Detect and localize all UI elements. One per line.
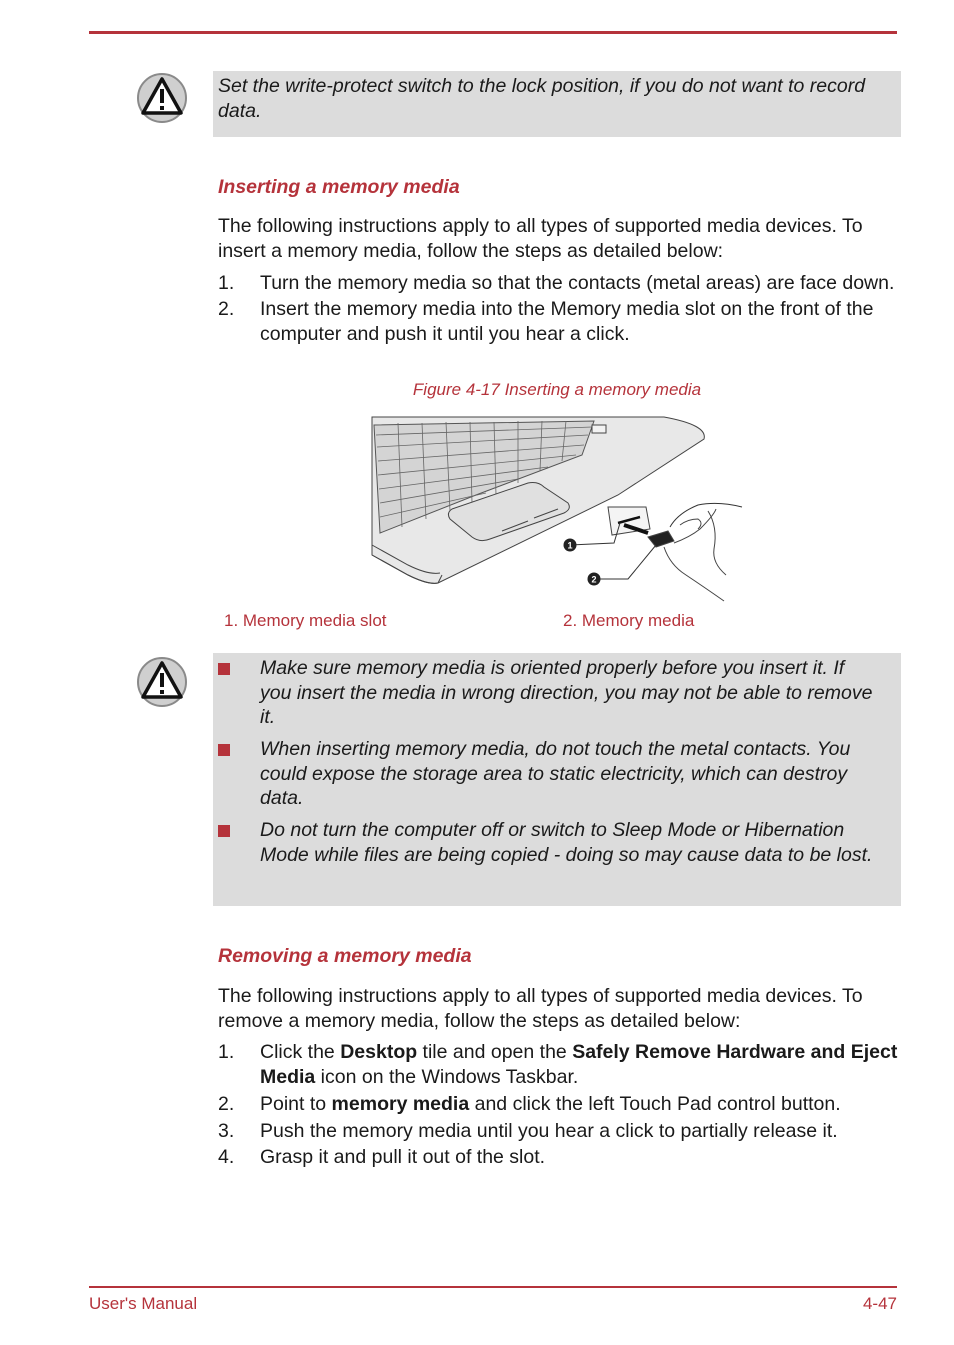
removing-intro: The following instructions apply to all types of supported media devices. To remove a memory media, follow the steps as detailed below: xyxy=(218,985,863,1032)
inserting-intro: The following instructions apply to all types of supported media devices. To insert a memory media, follow the steps as detailed below: xyxy=(218,215,863,262)
caution-note-top xyxy=(213,71,901,137)
list-item: 1. Turn the memory media so that the contacts (metal areas) are face down. xyxy=(218,272,895,294)
inserting-steps xyxy=(218,271,898,347)
callout-2: 2 xyxy=(591,574,597,585)
bullet-square-icon xyxy=(218,744,230,756)
list-item: Do not turn the computer off or switch to Sleep Mode or Hibernation Mode while files are being copied - doing so may cause data to be lost. xyxy=(213,818,901,867)
header-rule xyxy=(89,31,897,34)
page-number: 4-47 xyxy=(862,1294,897,1313)
list-item: 1. Click the Desktop tile and open the Safely Remove Hardware and Eject Media icon on the Windows Taskbar. xyxy=(218,1041,898,1088)
bullet-square-icon xyxy=(218,825,230,837)
section-heading-inserting: Inserting a memory media xyxy=(218,176,460,198)
bullet-square-icon xyxy=(218,663,230,675)
footer-rule xyxy=(89,1286,897,1288)
caution-text: Set the write-protect switch to the lock position, if you do not want to record data. xyxy=(218,75,866,122)
list-item: Make sure memory media is oriented properly before you insert it. If you insert the media in wrong direction, you may not be able to remove it. xyxy=(213,656,901,730)
legend-memory-media: 2. Memory media xyxy=(563,611,695,630)
list-item: 3. Push the memory media until you hear a click to partially release it. xyxy=(218,1119,838,1142)
caution-bullet-list xyxy=(213,656,901,875)
legend-memory-media-slot: 1. Memory media slot xyxy=(224,611,387,630)
caution-icon xyxy=(136,656,188,708)
list-item: When inserting memory media, do not touch the metal contacts. You could expose the storage area to static electricity, which can destroy data. xyxy=(213,737,901,811)
list-item: 2. Point to memory media and click the left Touch Pad control button. xyxy=(218,1093,841,1115)
caution-icon xyxy=(136,72,188,124)
list-item: 2. Insert the memory media into the Memory media slot on the front of the computer and push it until you hear a click. xyxy=(218,298,874,345)
callout-1: 1 xyxy=(567,540,573,551)
figure-caption: Figure 4-17 Inserting a memory media xyxy=(412,380,702,399)
footer-title: User's Manual xyxy=(89,1294,198,1313)
laptop-memory-media-illustration xyxy=(368,415,748,605)
list-item: 4. Grasp it and pull it out of the slot. xyxy=(218,1146,546,1168)
removing-steps xyxy=(218,1040,898,1170)
section-heading-removing: Removing a memory media xyxy=(218,945,472,967)
